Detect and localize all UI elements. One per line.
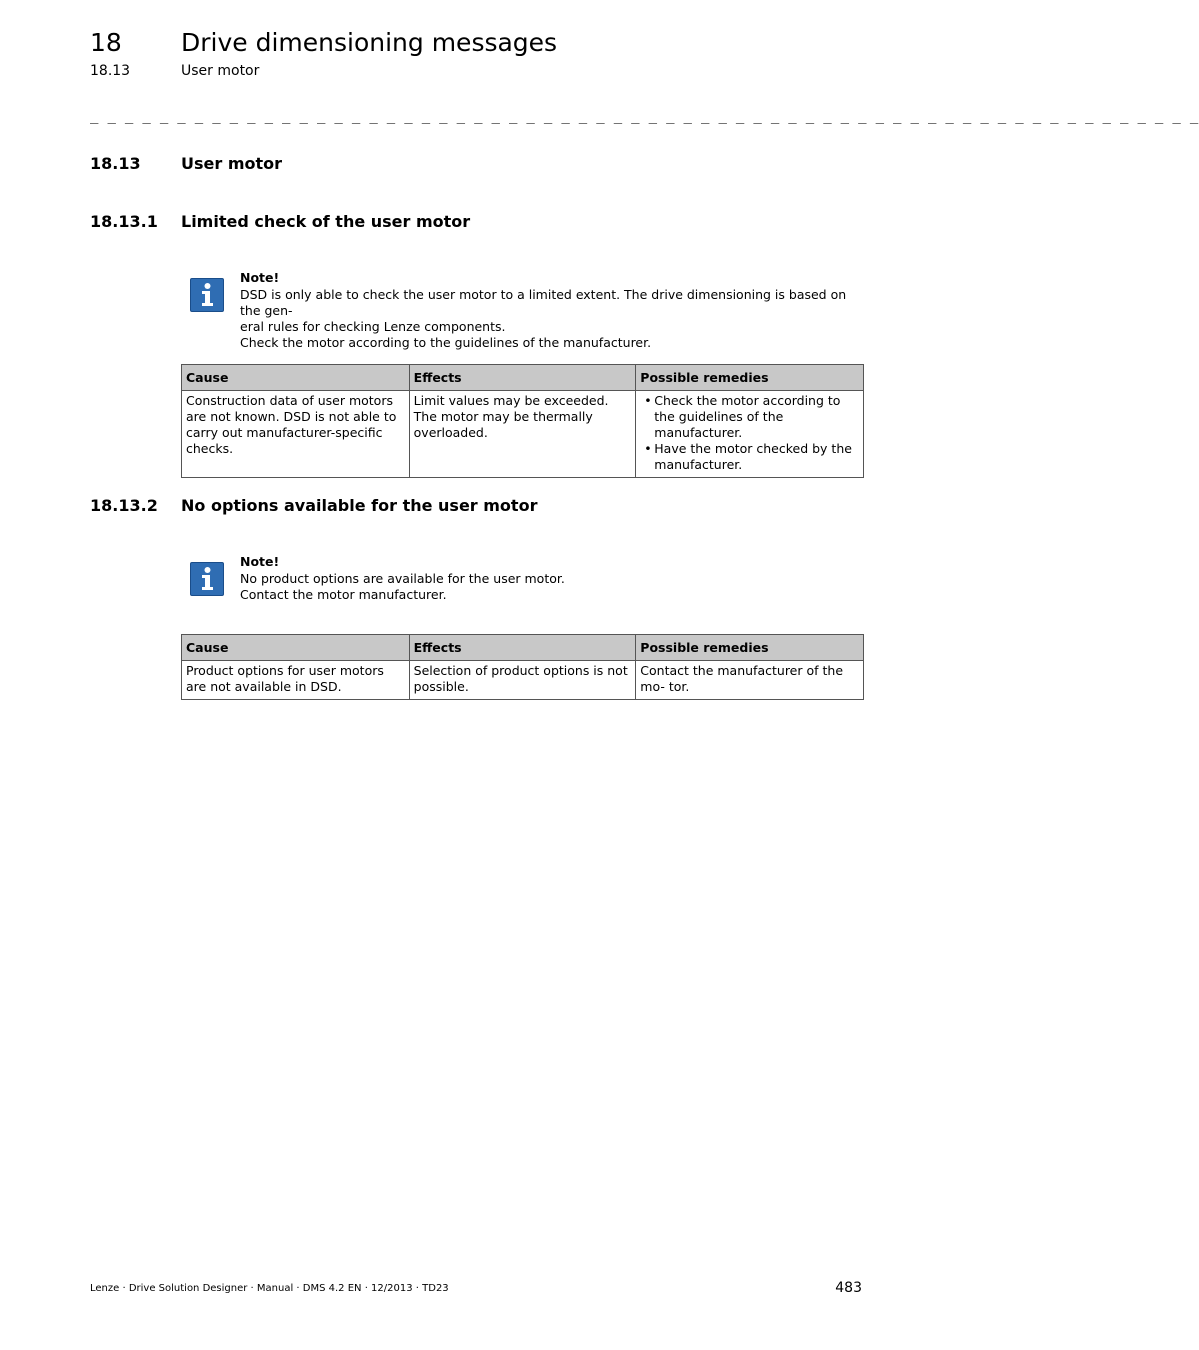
info-icon bbox=[190, 562, 224, 596]
note-line: No product options are available for the user motor. bbox=[240, 571, 565, 586]
remedy-item: • Have the motor checked by the manufacturer. bbox=[654, 441, 859, 473]
header-section-title: User motor bbox=[181, 63, 260, 79]
table-row bbox=[182, 391, 864, 478]
header-section-number: 18.13 bbox=[90, 63, 131, 79]
table-header-row bbox=[182, 365, 864, 391]
column-header-remedies: Possible remedies bbox=[636, 365, 864, 391]
note-line: Contact the motor manufacturer. bbox=[240, 587, 447, 602]
table-header-row bbox=[182, 635, 864, 661]
note-text bbox=[240, 571, 860, 603]
page-number: 483 bbox=[835, 1280, 862, 1296]
note-line: DSD is only able to check the user motor to a limited extent. The drive dimensioning is based on the gen- bbox=[240, 287, 847, 318]
chapter-number: 18 bbox=[90, 28, 122, 57]
remedy-item: • Check the motor according to the guidelines of the manufacturer. bbox=[654, 393, 859, 441]
cell-cause: Product options for user motors are not available in DSD. bbox=[182, 661, 410, 700]
column-header-effects: Effects bbox=[409, 365, 636, 391]
subsection-number: 18.13.2 bbox=[90, 496, 158, 515]
note-title: Note! bbox=[240, 554, 280, 569]
cell-effects: Limit values may be exceeded. The motor may be thermally overloaded. bbox=[409, 391, 636, 478]
column-header-remedies: Possible remedies bbox=[636, 635, 864, 661]
chapter-title: Drive dimensioning messages bbox=[181, 28, 558, 57]
column-header-cause: Cause bbox=[182, 365, 410, 391]
section-title: User motor bbox=[181, 154, 283, 173]
subsection-title: No options available for the user motor bbox=[181, 496, 538, 515]
note-title: Note! bbox=[240, 270, 280, 285]
header-separator: _ _ _ _ _ _ _ _ _ _ _ _ _ _ _ _ _ _ _ _ _ _ _ _ _ _ _ _ _ _ _ _ _ _ _ _ _ _ _ _ _ _ _ _ _ _ _ _ _ _ _ _ _ _ _ _ _ _ _ _ _ _ _ _ bbox=[90, 108, 1199, 124]
message-table bbox=[181, 364, 864, 478]
cell-remedies: Contact the manufacturer of the mo- tor. bbox=[636, 661, 864, 700]
section-number: 18.13 bbox=[90, 154, 141, 173]
column-header-effects: Effects bbox=[409, 635, 636, 661]
table-row bbox=[182, 661, 864, 700]
note-line: eral rules for checking Lenze components. bbox=[240, 319, 506, 334]
message-table bbox=[181, 634, 864, 700]
cell-remedies bbox=[636, 391, 864, 478]
footer-text: Lenze · Drive Solution Designer · Manual · DMS 4.2 EN · 12/2013 · TD23 bbox=[90, 1283, 449, 1294]
info-icon bbox=[190, 278, 224, 312]
subsection-title: Limited check of the user motor bbox=[181, 212, 471, 231]
note-line: Check the motor according to the guidelines of the manufacturer. bbox=[240, 335, 652, 350]
cell-effects: Selection of product options is not possible. bbox=[409, 661, 636, 700]
column-header-cause: Cause bbox=[182, 635, 410, 661]
note-text bbox=[240, 287, 860, 351]
subsection-number: 18.13.1 bbox=[90, 212, 158, 231]
cell-cause: Construction data of user motors are not known. DSD is not able to carry out manufacturer-specific checks. bbox=[182, 391, 410, 478]
